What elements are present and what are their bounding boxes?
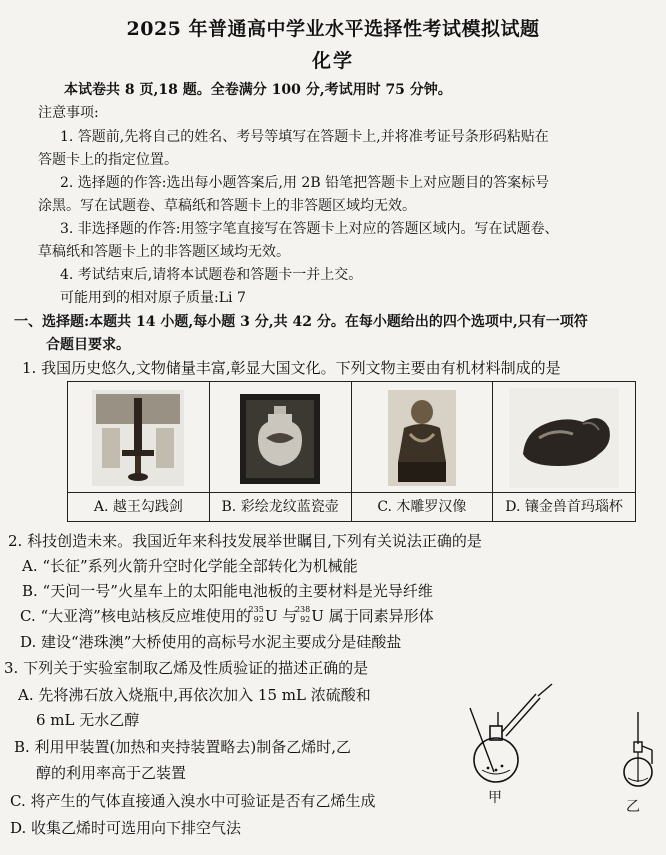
question-3-option-c: C. 将产生的气体直接通入溴水中可验证是否有乙烯生成 [10, 792, 376, 810]
option-cell-b [210, 382, 352, 521]
option-cell-c [352, 382, 494, 521]
apparatus-yi-diagram [618, 708, 658, 794]
porcelain-pot-image [218, 387, 343, 489]
question-2-option-c [20, 605, 434, 626]
isotope-u235-label: 235 92 [248, 605, 264, 624]
wooden-statue-image [360, 387, 485, 489]
question-2-option-a: A. “长征”系列火箭升空时化学能全部转化为机械能 [22, 557, 358, 575]
notice-heading: 注意事项: [38, 105, 99, 121]
option-a-label: A. 越王勾践剑 [68, 492, 209, 521]
notice-line-2: 答题卡上的指定位置。 [38, 152, 178, 168]
q2c-text-pre: C. “大亚湾”核电站核反应堆使用的 [20, 607, 251, 625]
notice-line-4: 涂黑。写在试题卷、草稿纸和答题卡上的非答题区域均无效。 [38, 198, 416, 214]
question-3-option-a-line1: A. 先将沸石放入烧瓶中,再依次加入 15 mL 浓硫酸和 [18, 686, 371, 704]
apparatus-yi-label: 乙 [626, 799, 640, 815]
notice-line-7: 4. 考试结束后,请将本试题卷和答题卡一并上交。 [60, 267, 363, 283]
question-3-option-d: D. 收集乙烯时可选用向下排空气法 [10, 819, 242, 837]
apparatus-jia-diagram [456, 680, 556, 800]
notice-line-6: 草稿纸和答题卡上的非答题区域均无效。 [38, 244, 290, 260]
q2c-text-post: U 属于同素异形体 [311, 607, 434, 625]
option-d-label: D. 镶金兽首玛瑙杯 [493, 492, 635, 521]
apparatus-jia-label: 甲 [488, 790, 502, 806]
question-3-option-b-line1: B. 利用甲装置(加热和夹持装置略去)制备乙烯时,乙 [14, 738, 352, 756]
subject-title: 化学 [311, 50, 354, 72]
section-heading-cont: 合题目要求。 [46, 337, 130, 353]
question-2-stem: 2. 科技创造未来。我国近年来科技发展举世瞩目,下列有关说法正确的是 [8, 532, 482, 550]
atomic-mass-note: 可能用到的相对原子质量:Li 7 [60, 290, 246, 306]
notice-line-5: 3. 非选择题的作答:用签字笔直接写在答题卡上对应的答题区域内。写在试题卷、 [60, 221, 559, 237]
section-heading: 一、选择题:本题共 14 小题,每小题 3 分,共 42 分。在每小题给出的四个选项中,只有一项符 [14, 314, 588, 330]
q2c-text-mid: U 与 [264, 607, 298, 625]
isotope-u238-label: 238 92 [294, 605, 311, 624]
question-3-stem: 3. 下列关于实验室制取乙烯及性质验证的描述正确的是 [4, 659, 369, 677]
question-2-option-b: B. “天问一号”火星车上的太阳能电池板的主要材料是光导纤维 [22, 582, 433, 600]
exam-title: 2025 年普通高中学业水平选择性考试模拟试题 [126, 18, 540, 40]
question-1-stem: 1. 我国历史悠久,文物储量丰富,彰显大国文化。下列文物主要由有机材料制成的是 [22, 359, 561, 377]
notice-line-3: 2. 选择题的作答:选出每小题答案后,用 2B 铅笔把答题卡上对应题目的答案标号 [60, 175, 550, 191]
option-cell-a [68, 382, 210, 521]
agate-cup-image [501, 387, 627, 489]
sword-image [76, 387, 201, 489]
option-cell-d [493, 382, 635, 521]
option-c-label: C. 木雕罗汉像 [352, 492, 493, 521]
question-3-option-b-line2: 醇的利用率高于乙装置 [36, 764, 187, 782]
exam-info: 本试卷共 8 页,18 题。全卷满分 100 分,考试用时 75 分钟。 [64, 82, 452, 98]
relics-table [67, 381, 636, 522]
question-3-option-a-line2: 6 mL 无水乙醇 [36, 711, 140, 729]
notice-line-1: 1. 答题前,先将自己的姓名、考号等填写在答题卡上,并将准考证号条形码粘贴在 [60, 129, 549, 145]
question-2-option-d: D. 建设“港珠澳”大桥使用的高标号水泥主要成分是硅酸盐 [20, 633, 402, 651]
option-b-label: B. 彩绘龙纹蓝瓷壶 [210, 492, 351, 521]
